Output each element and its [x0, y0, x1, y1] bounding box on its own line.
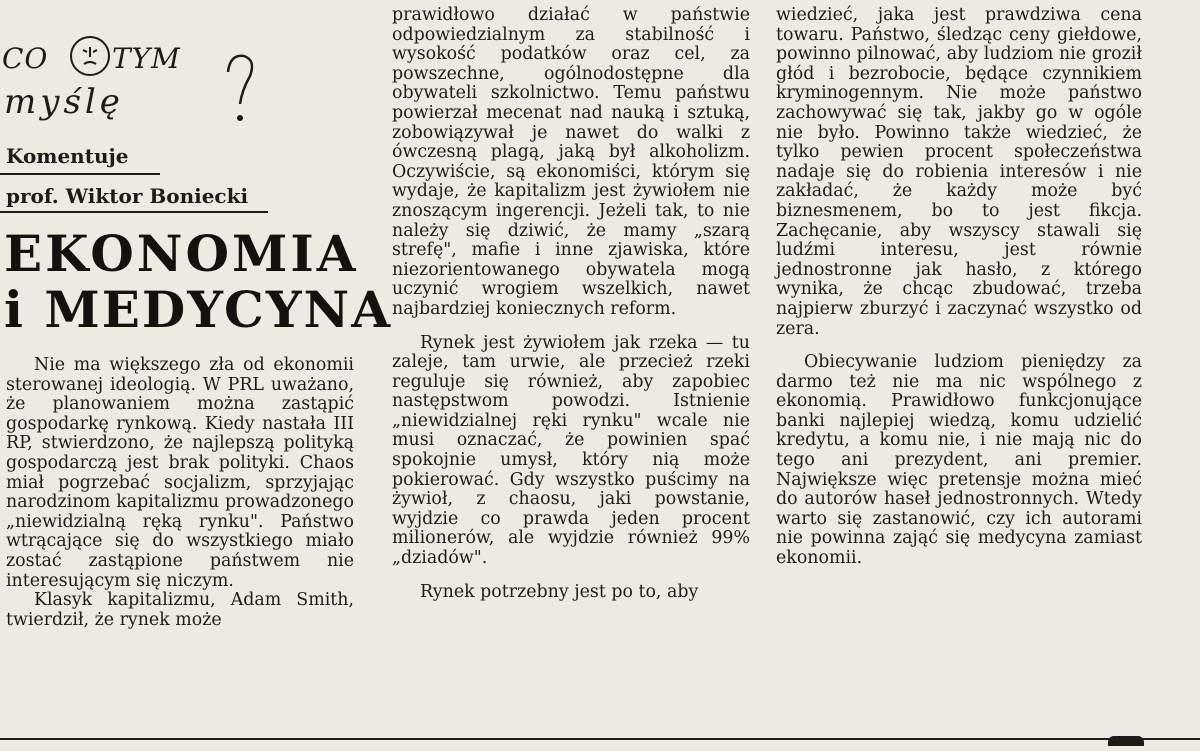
- article-column-2: [392, 6, 750, 602]
- page-bottom-mark: [1108, 736, 1144, 746]
- page-bottom-rule: [0, 738, 1200, 740]
- byline-label: Komentuje: [6, 144, 129, 168]
- author-underline: [0, 211, 268, 213]
- question-mark-icon: [220, 50, 260, 130]
- column-logo: [0, 30, 260, 130]
- logo-word-co: CO: [2, 42, 49, 75]
- article-header: [0, 0, 393, 356]
- column3-paragraph-2: Obiecywanie ludziom pieniędzy za darmo też nie ma nic wspólnego z ekonomią. Prawidłowo funkcjonujące banki najlepiej wiedzą, komu udzielić kredytu, a komu nie, i nie mają nic do tego ani prezydent, ani premier. Największe więc pretensje można mieć do autorów haseł jednostronnych. Wtedy warto się zastanowić, czy ich autorami nie powinna zająć się medycyna zamiast ekonomii.: [776, 352, 1142, 569]
- article-column-3: [776, 6, 1142, 569]
- headline-line-1: EKONOMIA: [4, 224, 359, 283]
- thinking-face-icon: [70, 36, 110, 76]
- article-column-1: [6, 356, 354, 630]
- column2-paragraph-2: Rynek jest żywiołem jak rzeka — tu zaleje, tam urwie, ale przecież rzeki reguluje się również, aby zapobiec następstwom powodzi. Istnienie „niewidzialnej ręki rynku" wcale nie musi oznaczać, że powinien spać spokojnie umysł, który nią może pokierować. Gdy wszystko puścimy na żywioł, z chaosu, jaki powstanie, wyjdzie co prawda jeden procent milionerów, ale wyjdzie również 99% „dziadów".: [392, 332, 750, 569]
- logo-word-tym: TYM: [112, 42, 181, 75]
- column1-paragraph-1: Nie ma większego zła od ekonomii sterowanej ideologią. W PRL uważano, że planowaniem można zastąpić gospodarkę rynkową. Kiedy nastała III RP, stwierdzono, że najlepszą polityką gospodarczą jest brak polityki. Chaos miał pogrzebać socjalizm, sprzyjając narodzinom kapitalizmu prowadzonego „niewidzialną ręką rynku". Państwo wtrącające się do wszystkiego miało zostać zastąpione państwem nie interesującym się niczym.: [6, 355, 354, 591]
- column1-paragraph-2: Klasyk kapitalizmu, Adam Smith, twierdził, że rynek może: [6, 590, 354, 630]
- byline-underline: [0, 173, 160, 175]
- headline-line-2: i MEDYCYNA: [4, 280, 393, 339]
- column2-paragraph-1: prawidłowo działać w państwie odpowiedzialnym za stabilność i wysokość podatków oraz cel, za powszechne, ogólnodostępne dla obywateli szkolnictwo. Temu państwu powierzał mecenat nad nauką i sztuką, zobowiązywał je nawet do walki z ówczesną plagą, jaką był alkoholizm. Oczywiście, są ekonomiści, którym się wydaje, że kapitalizm jest żywiołem nie znoszącym ingerencji. Jeżeli tak, to nie należy się dziwić, że mamy „szarą strefę", mafie i inne zjawiska, które niezorientowanego obywatela mogą uczynić wrogiem wszelkich, nawet najbardziej koniecznych reform.: [392, 5, 750, 319]
- column3-paragraph-1: wiedzieć, jaka jest prawdziwa cena towaru. Państwo, śledząc ceny giełdowe, powinno pilnować, aby ludziom nie groził głód i bezrobocie, będące czynnikiem kryminogennym. Nie może państwo zachowywać się tak, jakby go w ogóle nie było. Powinno także wiedzieć, że tylko pewien procent społeczeństwa nadaje się do robienia interesów i nie zakładać, że każdy może być biznesmenem, bo to jest fikcja. Zachęcanie, aby wszyscy stawali się ludźmi interesu, jest równie jednostronne jak hasło, z którego wynika, że chcąc zbudować, trzeba najpierw zburzyć i zaczynać wszystko od zera.: [776, 5, 1142, 339]
- byline-author: prof. Wiktor Boniecki: [6, 184, 249, 208]
- column2-paragraph-3: Rynek potrzebny jest po to, aby: [420, 581, 699, 602]
- logo-word-mysle: myślę: [4, 82, 124, 122]
